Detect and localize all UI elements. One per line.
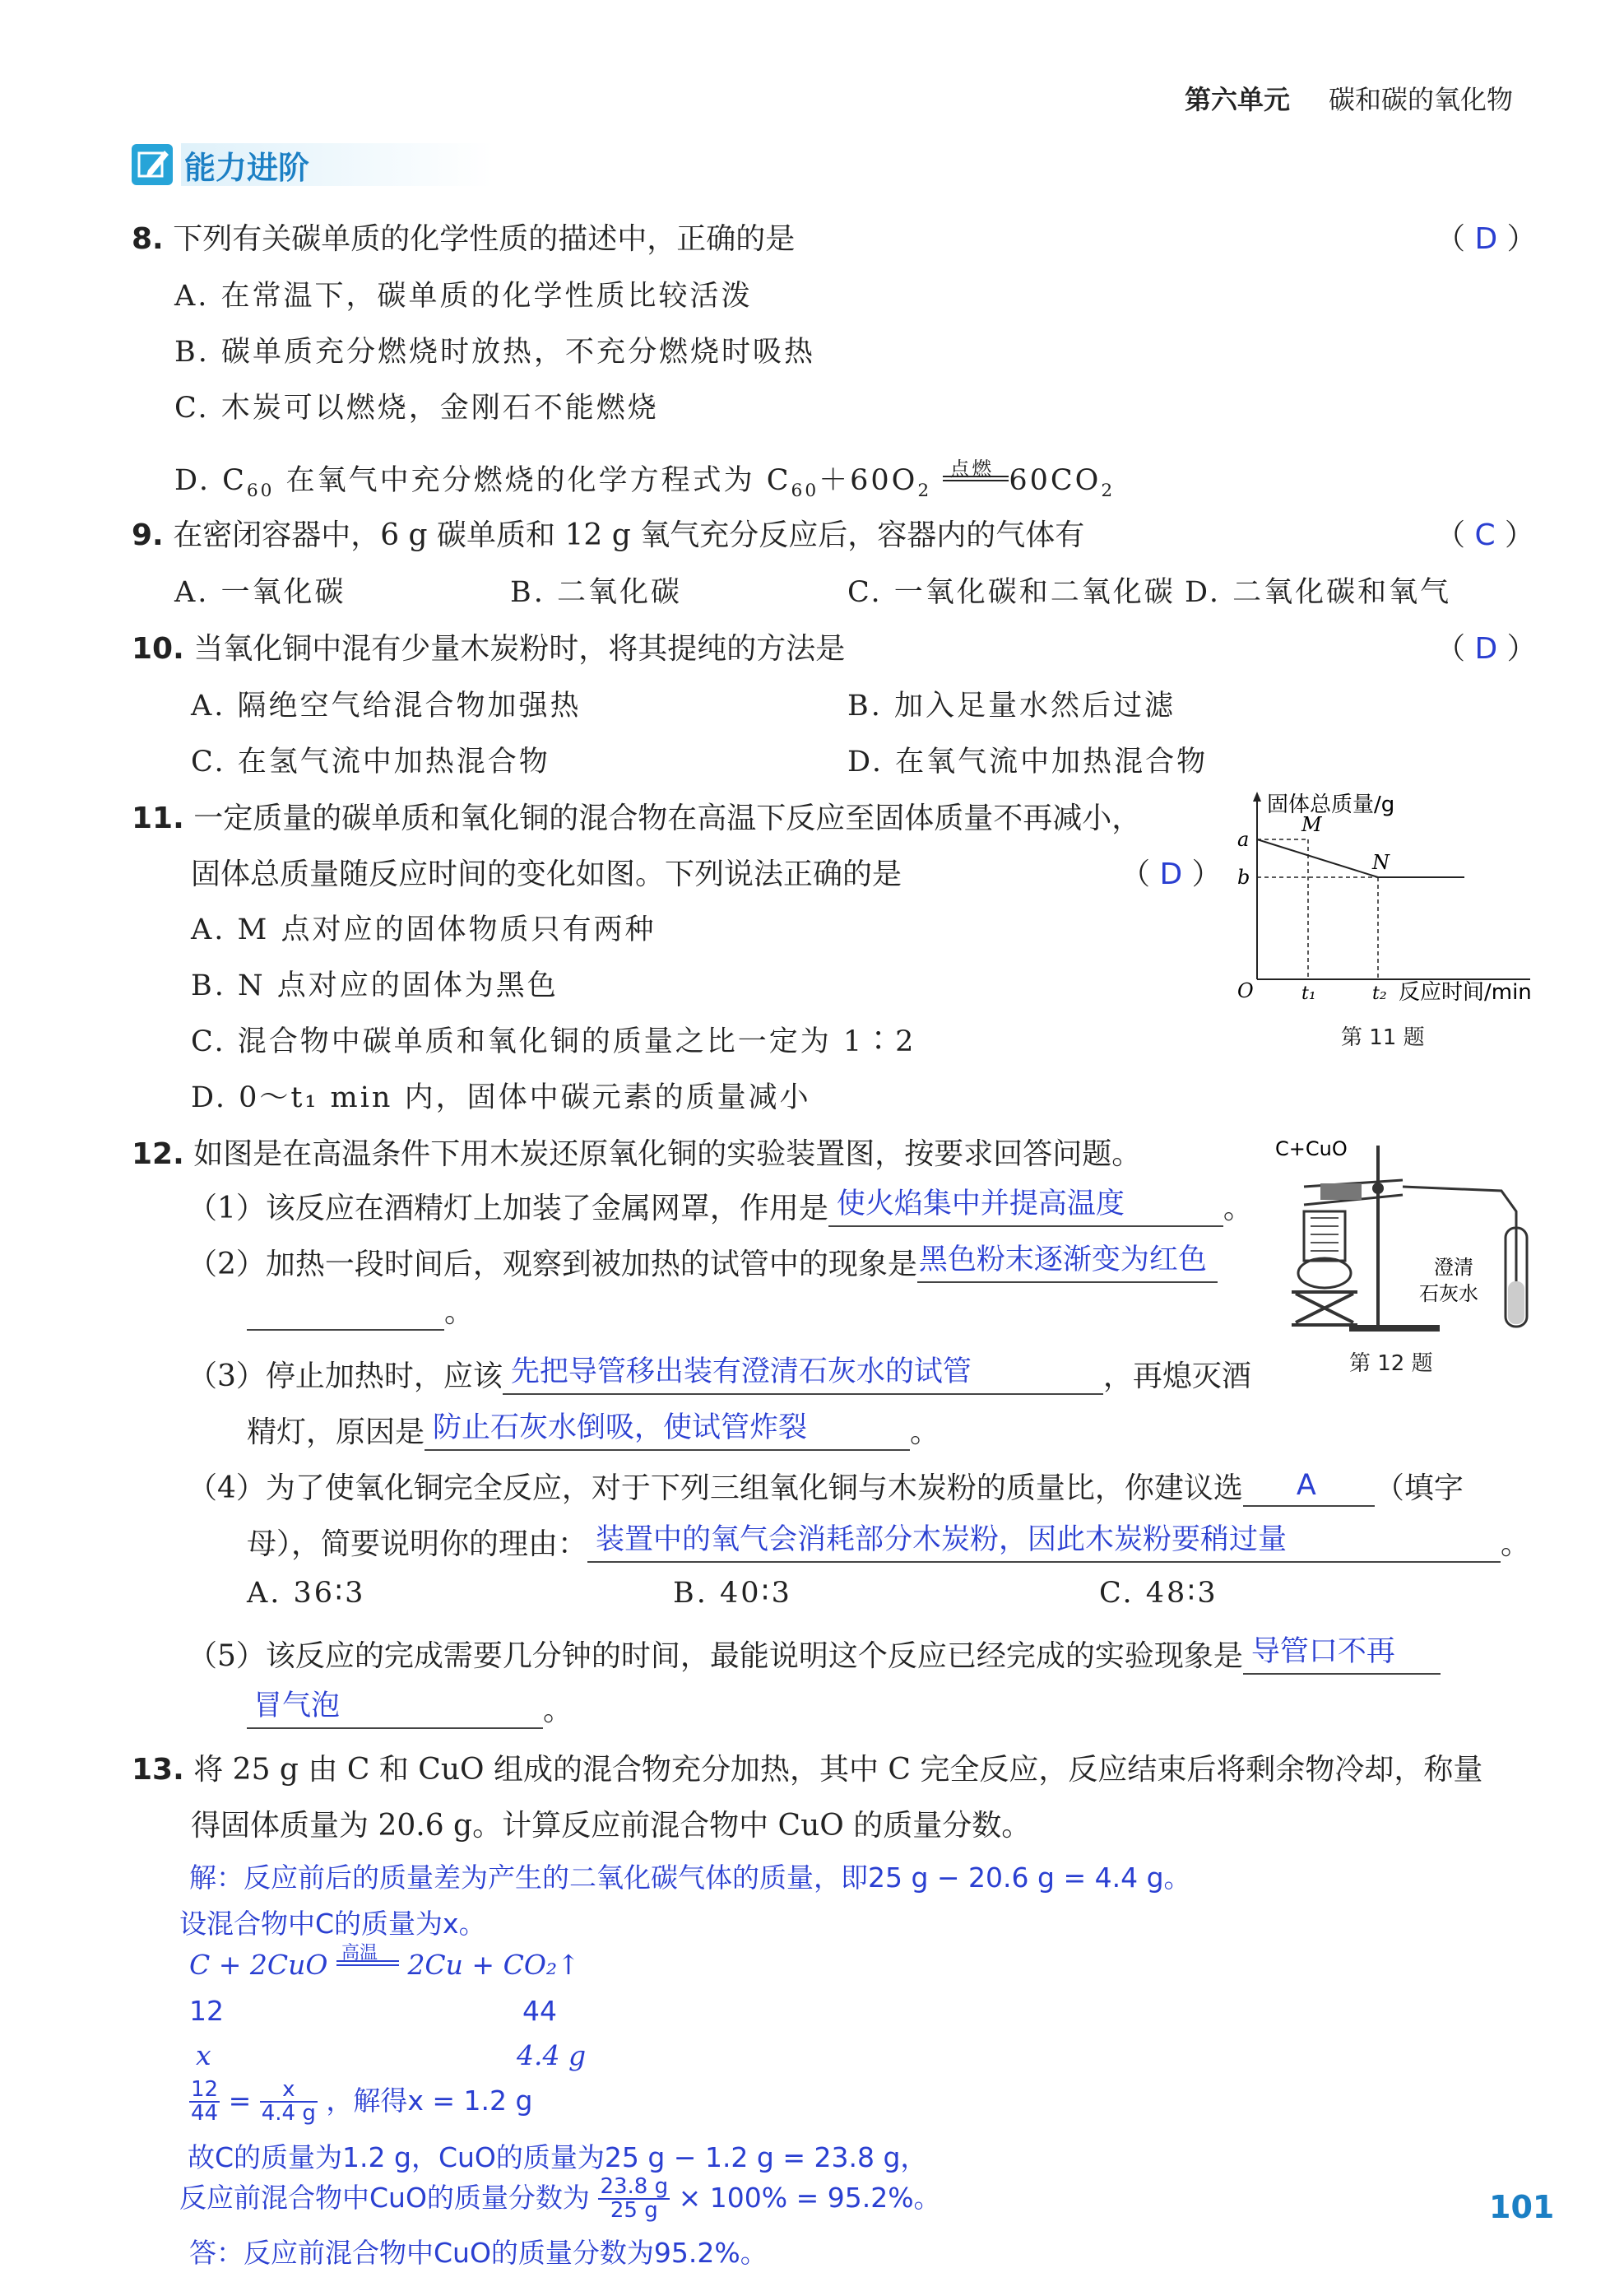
question-9: 9. 在密闭容器中，6 g 碳单质和 12 g 氧气充分反应后，容器内的气体有: [132, 518, 1085, 552]
question-8: 8. 下列有关碳单质的化学性质的描述中，正确的是: [132, 222, 796, 256]
header-unit: 第六单元: [1185, 84, 1291, 115]
q9-option-b: B. 二氧化碳: [510, 576, 682, 609]
answer-10: D: [1474, 632, 1498, 666]
figure-label-c-cuo: C+CuO: [1275, 1137, 1348, 1160]
q12-part-2-cont: 。: [247, 1289, 474, 1331]
q8-option-b: B. 碳单质充分燃烧时放热，不充分燃烧时吸热: [174, 336, 815, 369]
q8-option-c: C. 木炭可以燃烧，金刚石不能燃烧: [174, 392, 659, 425]
q12-blank-2b[interactable]: [247, 1296, 444, 1331]
question-11-line2: 固体总质量随反应时间的变化如图。下列说法正确的是: [191, 858, 902, 891]
ratio-row-1-b: 44: [522, 1995, 557, 2027]
solution-line-2: 设混合物中C的质量为x。: [179, 1908, 486, 1940]
q12-option-c: C. 48∶3: [1099, 1577, 1218, 1610]
q12-part-2: （2）加热一段时间后，观察到被加热的试管中的现象是 黑色粉末逐渐变为红色: [188, 1241, 1218, 1283]
q12-part-4a: （4）为了使氧化铜完全反应，对于下列三组氧化铜与木炭粉的质量比，你建议选 A （填字: [188, 1469, 1464, 1505]
question-13-line1: 13. 将 25 g 由 C 和 CuO 组成的混合物充分加热，其中 C 完全反应，反应结束后将剩余物冷却，称量: [132, 1753, 1483, 1787]
q12-blank-2a[interactable]: 黑色粉末逐渐变为红色: [917, 1248, 1218, 1283]
solution-line-4: 反应前混合物中CuO的质量分数为 $\frac{23.8 g}{25 g}$ × 100% = 95.2%。: [179, 2174, 941, 2224]
equation-condition: 高温: [341, 1943, 378, 1964]
q12-part-4b: 母），简要说明你的理由： 装置中的氧气会消耗部分木炭粉，因此木炭粉要稍过量 。: [247, 1523, 1531, 1561]
q12-blank-5b[interactable]: 冒气泡: [247, 1694, 543, 1729]
q9-option-c: C. 一氧化碳和二氧化碳: [847, 576, 1176, 609]
q12-blank-1[interactable]: 使火焰集中并提高温度: [828, 1192, 1223, 1227]
solution-answer: 答：反应前混合物中CuO的质量分数为95.2%。: [189, 2237, 768, 2269]
q10-option-b: B. 加入足量水然后过滤: [847, 690, 1176, 723]
q12-part-5-cont: 冒气泡 。: [247, 1687, 573, 1729]
question-11-line1: 11. 一定质量的碳单质和氧化铜的混合物在高温下反应至固体质量不再减小，: [132, 802, 1142, 835]
q12-part-3a: （3）停止加热时，应该 先把导管移出装有澄清石灰水的试管 ，再熄灭酒: [188, 1355, 1251, 1393]
graph-t1: t₁: [1301, 983, 1316, 1004]
q12-part-1: （1）该反应在酒精灯上加装了金属网罩，作用是 使火焰集中并提高温度 。: [188, 1188, 1253, 1225]
q12-option-a: A. 36∶3: [247, 1577, 366, 1610]
graph-label-a: a: [1237, 828, 1250, 851]
ratio-row-1-a: 12: [189, 1995, 224, 2027]
q12-blank-4a[interactable]: A: [1243, 1472, 1375, 1507]
q11-option-d: D. 0～t₁ min 内，固体中碳元素的质量减小: [191, 1081, 811, 1114]
header-topic: 碳和碳的氧化物: [1329, 84, 1514, 115]
q12-blank-5a[interactable]: 导管口不再: [1243, 1640, 1441, 1675]
graph-label-b: b: [1237, 866, 1250, 889]
q12-apparatus-figure: [1271, 1129, 1543, 1343]
q12-blank-3b[interactable]: 防止石灰水倒吸，使试管炸裂: [425, 1416, 910, 1451]
q12-figure-caption: 第 12 题: [1349, 1351, 1433, 1376]
page-number: 101: [1489, 2189, 1555, 2225]
question-12: 12. 如图是在高温条件下用木炭还原氧化铜的实验装置图，按要求回答问题。: [132, 1137, 1142, 1171]
figure-label-limewater-2: 石灰水: [1419, 1282, 1478, 1305]
answer-paren-9: （ C ）: [1436, 518, 1535, 552]
q11-figure-caption: 第 11 题: [1341, 1025, 1425, 1050]
figure-label-limewater-1: 澄清: [1434, 1256, 1473, 1279]
graph-point-m: M: [1301, 813, 1322, 836]
solution-proportion: $\frac{12}{44}$ = $\frac{x}{4.4 g}$ ，解得x = 1.2 g: [191, 2077, 533, 2126]
ratio-row-2-b: 4.4 g: [517, 2039, 587, 2071]
solution-line-1: 解：反应前后的质量差为产生的二氧化碳气体的质量，即25 g − 20.6 g = 4.4 g。: [189, 1861, 1191, 1894]
q11-option-a: A. M 点对应的固体物质只有两种: [191, 913, 657, 946]
q12-part-3b: 精灯，原因是 防止石灰水倒吸，使试管炸裂 。: [247, 1411, 940, 1449]
q10-option-c: C. 在氢气流中加热混合物: [191, 746, 550, 779]
section-title: 能力进阶: [184, 149, 310, 186]
q12-blank-3a[interactable]: 先把导管移出装有澄清石灰水的试管: [503, 1360, 1103, 1395]
graph-origin: O: [1237, 979, 1254, 1002]
answer-8: D: [1474, 222, 1498, 256]
answer-paren-8: （ D ）: [1436, 222, 1537, 256]
graph-t2: t₂: [1372, 983, 1387, 1004]
question-10: 10. 当氧化铜中混有少量木炭粉时，将其提纯的方法是: [132, 632, 846, 666]
q12-blank-4b[interactable]: 装置中的氧气会消耗部分木炭粉，因此木炭粉要稍过量: [587, 1528, 1501, 1563]
reaction-condition: 点燃: [949, 458, 995, 481]
q10-option-d: D. 在氧气流中加热混合物: [847, 746, 1209, 779]
q8-option-d: D. $C_{60}$ 在氧气中充分燃烧的化学方程式为 $C_{60}+60O_2$ 点燃 $60CO_2$: [174, 458, 1115, 501]
q12-part-5: （5）该反应的完成需要几分钟的时间，最能说明这个反应已经完成的实验现象是 导管口不再: [188, 1633, 1441, 1675]
pencil-icon: [132, 144, 173, 185]
answer-9: C: [1474, 518, 1496, 552]
q11-option-b: B. N 点对应的固体为黑色: [191, 969, 559, 1002]
solution-line-3: 故C的质量为1.2 g，CuO的质量为25 g − 1.2 g = 23.8 g，: [188, 2141, 928, 2173]
q9-option-d: D. 二氧化碳和氧气: [1185, 576, 1452, 609]
solution-equation: C + 2CuO 高温 2Cu + CO₂↑: [189, 1949, 580, 1981]
answer-paren-10: （ D ）: [1436, 632, 1537, 666]
q10-option-a: A. 隔绝空气给混合物加强热: [191, 690, 582, 723]
q11-graph: [1226, 790, 1547, 1012]
answer-paren-11: （ D ）: [1121, 858, 1222, 891]
graph-ylabel: 固体总质量/g: [1267, 792, 1395, 817]
section-banner: [132, 140, 309, 189]
question-13-line2: 得固体质量为 20.6 g。计算反应前混合物中 CuO 的质量分数。: [191, 1809, 1032, 1843]
graph-point-n: N: [1372, 851, 1390, 874]
q11-option-c: C. 混合物中碳单质和氧化铜的质量之比一定为 1∶2: [191, 1025, 916, 1058]
answer-11: D: [1159, 858, 1183, 891]
q8-option-a: A. 在常温下，碳单质的化学性质比较活泼: [174, 280, 753, 313]
q12-option-b: B. 40∶3: [673, 1577, 792, 1610]
q9-option-a: A. 一氧化碳: [174, 576, 346, 609]
graph-xlabel: 反应时间/min: [1399, 980, 1532, 1005]
ratio-row-2-a: x: [196, 2039, 211, 2071]
